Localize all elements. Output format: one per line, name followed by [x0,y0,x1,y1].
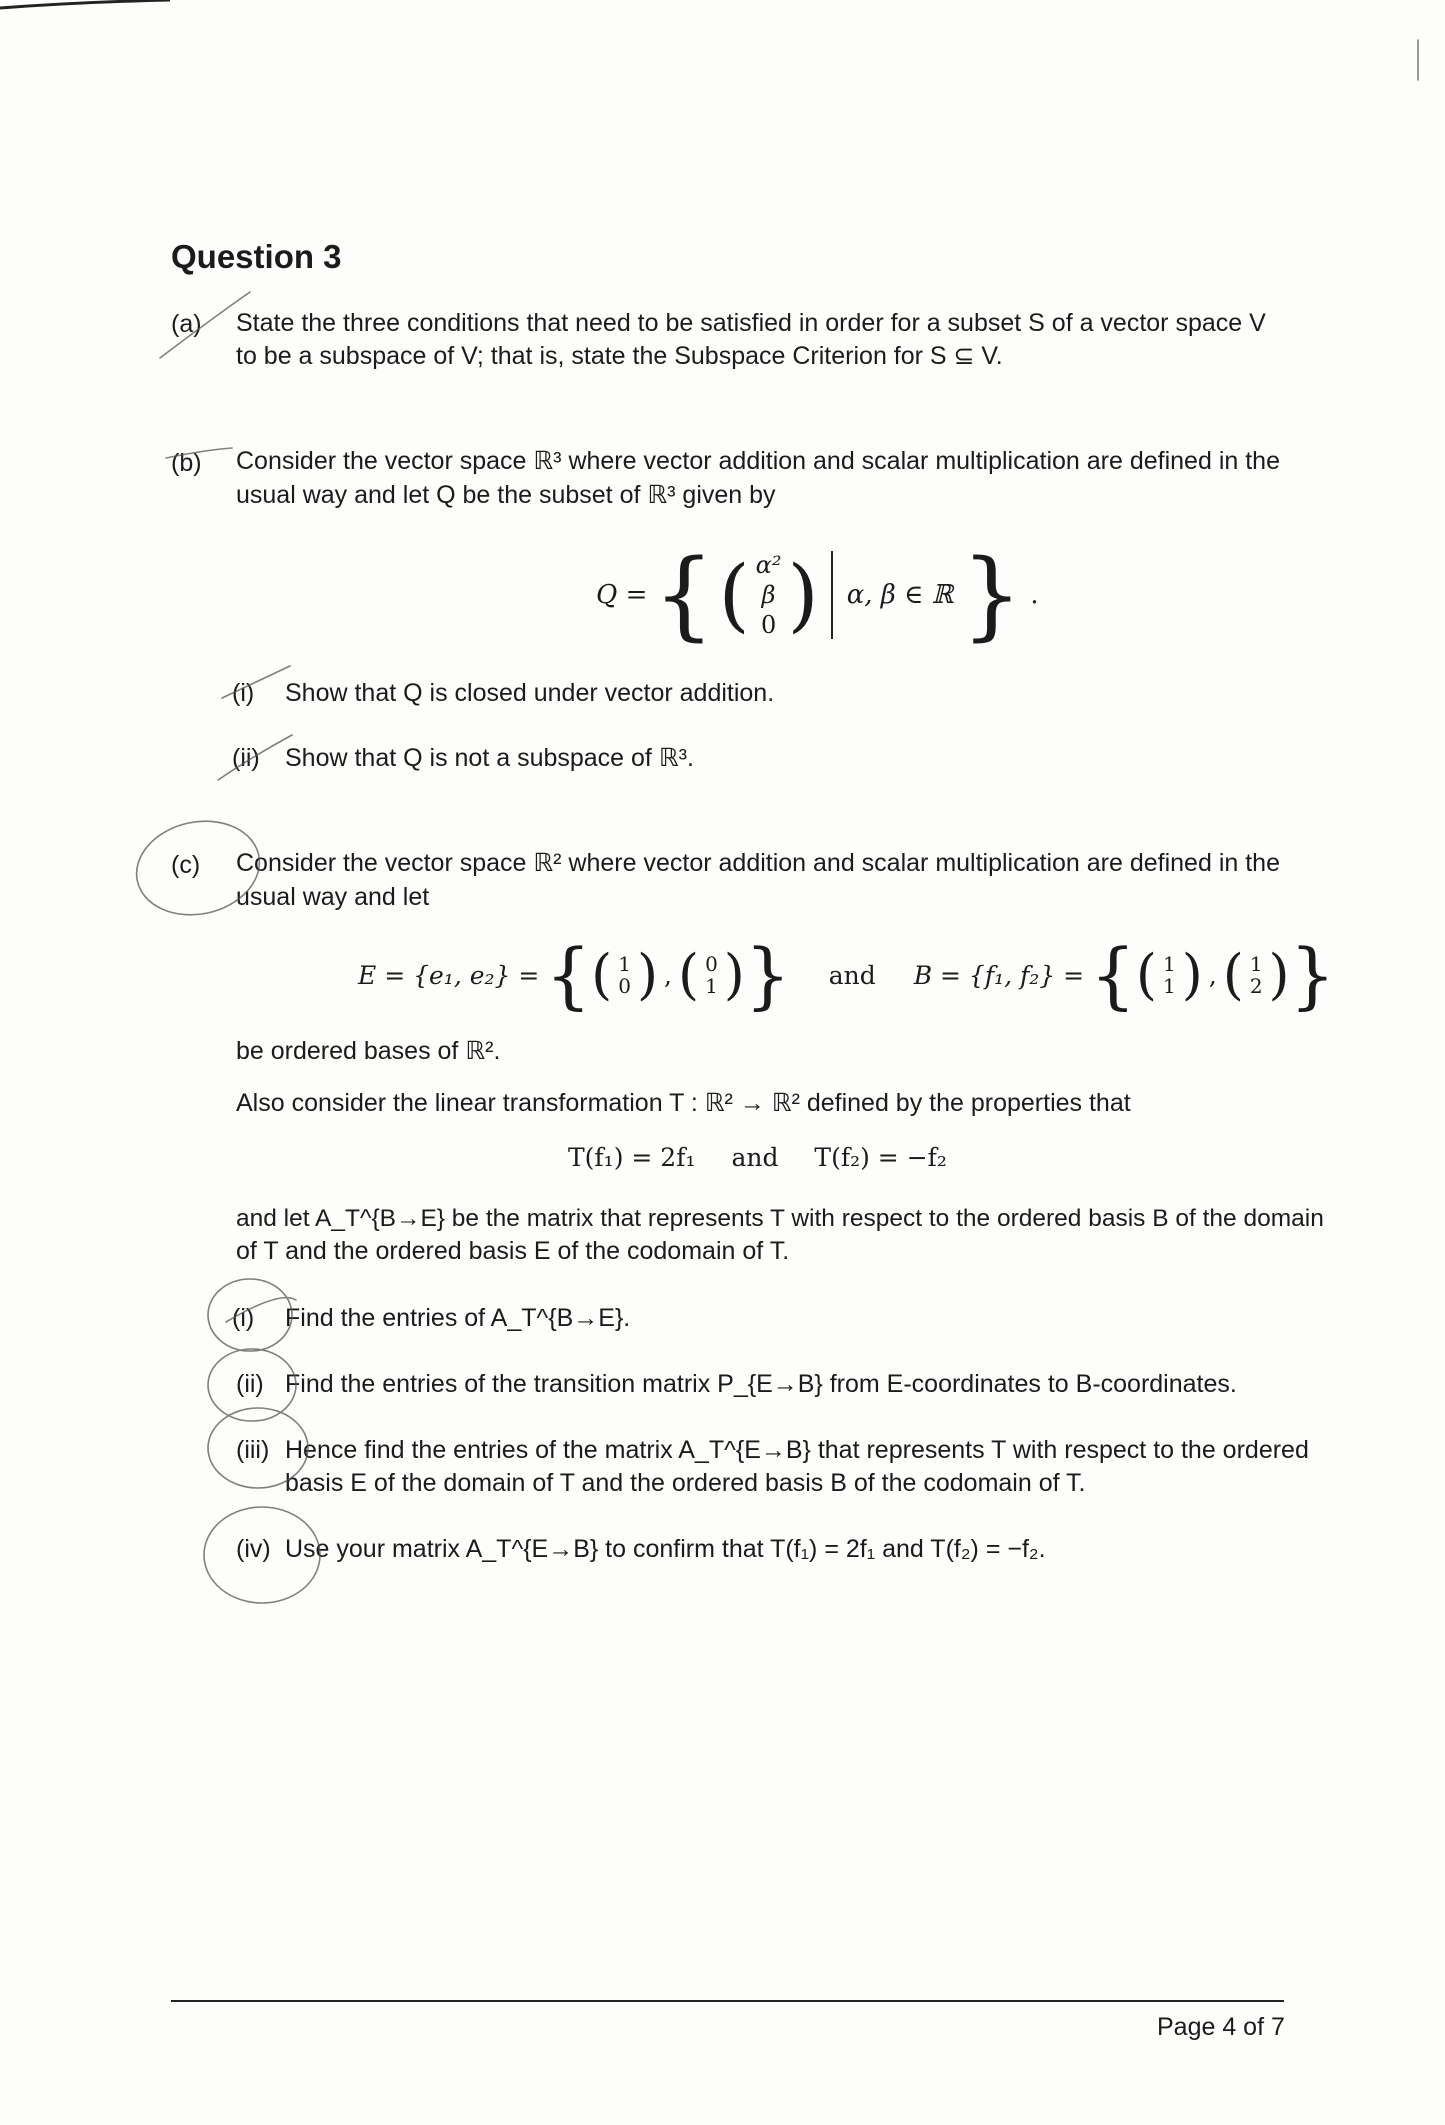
part-c-label: (c) [171,851,201,879]
part-c-iv-text: Use your matrix A_T^{E→B} to confirm that T(f₁) = 2f₁ and T(f₂) = −f₂. [285,1535,1046,1563]
basis-b-lhs: B = {f₁, f₂} = [913,960,1085,990]
period: . [1030,580,1039,610]
tick-mark-c-i [226,1298,296,1322]
f1-entry-1: 1 [1162,952,1176,976]
part-c-i-label: (i) [232,1304,255,1332]
bases-text: be ordered bases of ℝ². [236,1037,501,1065]
e1-entry-2: 0 [618,974,631,998]
q-vector-entry-3: 0 [760,611,777,639]
e1-right-paren: ) [636,943,659,1006]
e2-entry-2: 1 [705,974,718,998]
part-c-iii-label: (iii) [236,1436,270,1464]
f1-left-paren: ( [1135,943,1157,1006]
tick-mark-a [160,292,250,358]
matrix-let-line1: and let A_T^{B→E} be the matrix that represents T with respect to the ordered basis B of the domain [236,1205,1324,1232]
matrix-let-line2: of T and the ordered basis E of the codomain of T. [236,1237,790,1265]
part-c-iv-label: (iv) [236,1535,271,1563]
part-c-i-text: Find the entries of A_T^{B→E}. [285,1304,631,1332]
part-b-line2: usual way and let Q be the subset of ℝ³ given by [236,481,776,509]
footer-rule [171,2000,1284,2002]
basis-e-lhs: E = {e₁, e₂} = [358,960,540,990]
linear-transform-text: Also consider the linear transformation T : ℝ² → ℝ² defined by the properties that [236,1089,1131,1117]
tick-mark-b-ii [218,735,292,780]
right-brace: } [961,539,1023,651]
b-left-brace: { [1090,933,1136,1017]
circle-c [128,810,268,926]
q-vector-entry-2: β [761,581,776,609]
part-c-ii-text: Find the entries of the transition matrix P_{E→B} from E-coordinates to B-coordinates. [285,1370,1237,1398]
part-c-line2: usual way and let [236,883,430,911]
part-a-label: (a) [171,310,202,338]
scan-edge [0,0,170,8]
part-b-i-text: Show that Q is closed under vector addition. [285,679,775,707]
e-left-brace: { [545,933,592,1017]
f1-right-paren: ) [1181,943,1203,1006]
e1-left-paren: ( [591,943,613,1006]
question-title: Question 3 [171,238,342,275]
q-vector-entry-1: α² [755,551,782,579]
e1-entry-1: 1 [618,952,631,976]
part-c-line1: Consider the vector space ℝ² where vector addition and scalar multiplication are defined in the [236,849,1280,877]
e2-entry-1: 0 [705,952,718,976]
page-number: Page 4 of 7 [1157,2013,1285,2041]
part-c-ii-label: (ii) [236,1370,264,1398]
part-b-line1: Consider the vector space ℝ³ where vector addition and scalar multiplication are defined in the [236,447,1280,475]
set-q-lhs: Q = [596,580,648,610]
property-1: T(f₁) = 2f₁ [568,1143,696,1172]
property-2: T(f₂) = −f₂ [814,1143,947,1172]
part-c-iii-line1: Hence find the entries of the matrix A_T^{E→B} that represents T with respect to the ordered [285,1436,1309,1464]
set-q-condition: α, β ∈ ℝ [846,580,954,610]
part-a-line2: to be a subspace of V; that is, state the Subspace Criterion for S ⊆ V. [236,342,1003,370]
and-word-2: and [731,1143,779,1172]
tick-mark-b-i [222,666,290,698]
part-c-iii-line2: basis E of the domain of T and the ordered basis B of the codomain of T. [285,1469,1086,1497]
left-brace: { [653,539,715,651]
and-word: and [828,960,876,990]
e2-left-paren: ( [677,943,700,1006]
part-b-i-label: (i) [232,679,255,707]
right-paren: ) [787,548,819,641]
f2-left-paren: ( [1222,943,1244,1006]
circle-c-ii [208,1349,296,1421]
part-b-label: (b) [171,449,202,477]
part-b-ii-text: Show that Q is not a subspace of ℝ³. [285,744,694,772]
f2-right-paren: ) [1268,943,1290,1006]
e2-right-paren: ) [723,943,745,1006]
left-paren: ( [718,548,750,641]
tick-mark-b [166,448,232,458]
comma: , [664,960,672,990]
b-right-brace: } [1289,933,1336,1017]
part-a-line1: State the three conditions that need to be satisfied in order for a subset S of a vector space V [236,309,1266,337]
circle-c-iv [204,1507,320,1603]
f2-entry-2: 2 [1249,974,1263,998]
e-right-brace: } [744,933,791,1017]
f2-entry-1: 1 [1249,952,1263,976]
circle-c-i [208,1279,292,1351]
comma: , [1208,960,1217,990]
part-b-ii-label: (ii) [232,744,260,772]
f1-entry-2: 1 [1162,974,1176,998]
